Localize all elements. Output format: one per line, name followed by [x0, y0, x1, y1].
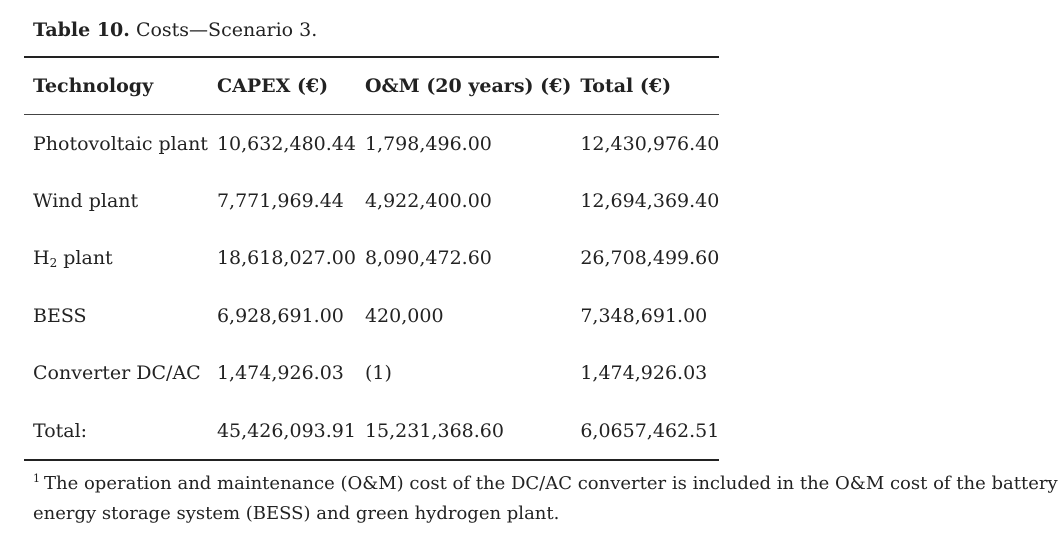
cell-total: 26,708,499.60 — [580, 247, 720, 270]
cell-capex: 18,618,027.00 — [216, 247, 356, 270]
table-row — [24, 230, 719, 287]
cell-om: 8,090,472.60 — [364, 247, 492, 270]
cell-technology: Converter DC/AC — [33, 362, 201, 385]
cell-capex: 1,474,926.03 — [216, 362, 344, 385]
cell-om: 420,000 — [364, 304, 444, 327]
table-header-row — [24, 57, 719, 115]
cell-capex: 7,771,969.44 — [216, 190, 344, 213]
cell-total: 12,694,369.40 — [580, 190, 720, 213]
cell-total: 6,0657,462.51 — [571, 402, 719, 460]
caption-label: Table 10. — [33, 19, 130, 41]
table-row — [24, 115, 719, 173]
costs-table — [24, 56, 719, 461]
cell-om: 15,231,368.60 — [356, 402, 571, 460]
cell-capex: 10,632,480.44 — [216, 132, 356, 155]
cell-om: 4,922,400.00 — [364, 190, 492, 213]
table-row — [24, 287, 719, 344]
cell-technology: Total: — [24, 402, 208, 460]
technology-prefix: H — [33, 246, 50, 269]
header-capex: CAPEX (€) — [208, 57, 356, 115]
table-caption — [33, 17, 317, 43]
technology-suffix: plant — [57, 246, 113, 269]
table-footnote — [33, 464, 1058, 529]
footnote-text: The operation and maintenance (O&M) cost of the DC/AC converter is included in the O&M cost of the battery energy storage system (BESS) and green hydrogen plant. — [33, 473, 1058, 524]
cell-technology: Wind plant — [33, 190, 139, 213]
cell-total: 1,474,926.03 — [580, 362, 708, 385]
cell-capex: 6,928,691.00 — [216, 304, 344, 327]
table-row-total — [24, 402, 719, 460]
header-total: Total (€) — [571, 57, 719, 115]
costs-table-container — [24, 56, 720, 461]
header-om: O&M (20 years) (€) — [356, 57, 571, 115]
caption-text: Costs—Scenario 3. — [129, 19, 318, 41]
cell-technology: BESS — [33, 304, 87, 327]
table-row — [24, 172, 719, 229]
cell-technology — [24, 230, 208, 287]
technology-subscript: 2 — [49, 255, 58, 270]
footnote-marker: 1 — [33, 472, 40, 485]
cell-technology: Photovoltaic plant — [33, 132, 208, 155]
cell-om: (1) — [364, 362, 392, 385]
cell-capex: 45,426,093.91 — [208, 402, 356, 460]
header-technology: Technology — [24, 57, 208, 115]
cell-total: 7,348,691.00 — [580, 304, 708, 327]
cell-om: 1,798,496.00 — [364, 132, 492, 155]
table-row — [24, 345, 719, 402]
cell-total: 12,430,976.40 — [580, 132, 720, 155]
